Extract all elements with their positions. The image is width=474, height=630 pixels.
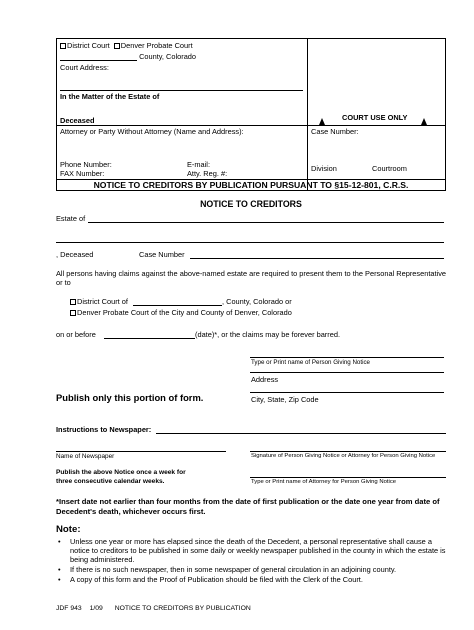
email-label: E-mail: (187, 160, 210, 169)
estate-aka-blank[interactable] (56, 242, 444, 243)
court-address-label: Court Address: (60, 63, 109, 72)
courtroom-label: Courtroom (372, 164, 407, 173)
deceased-label: Deceased (60, 116, 95, 125)
signature-label: Signature of Person Giving Notice or Attorney for Person Giving Notice (251, 453, 436, 459)
date-blank[interactable] (104, 338, 195, 339)
footer (56, 605, 251, 613)
court-selection (60, 42, 193, 51)
attorney-name-line[interactable] (250, 477, 446, 478)
name-line[interactable] (250, 357, 444, 358)
city-state-zip-label: City, State, Zip Code (251, 395, 319, 404)
caption-divider (307, 38, 308, 191)
city-line[interactable] (250, 392, 444, 393)
note-item (58, 537, 448, 564)
attorney-label: Attorney or Party Without Attorney (Name and Address): (60, 127, 244, 136)
district-court-option (70, 298, 292, 307)
type-name-label: Type or Print name of Person Giving Notice (251, 359, 370, 366)
note-item-text: Unless one year or more has elapsed since the death of the Decedent, a personal representative shall cause a notice to creditors to be published in some daily or weekly newspaper published in the county in which the estate is being administered. (70, 537, 446, 565)
district-court-label: District Court (67, 41, 110, 50)
county-colorado-label: County, Colorado (139, 52, 197, 61)
case-number-label: Case Number: (311, 127, 359, 136)
publish-only-label: Publish only this portion of form. (56, 392, 204, 403)
denver-probate-checkbox[interactable] (114, 43, 120, 49)
deceased-text: , Deceased (56, 250, 94, 259)
note-item (58, 565, 448, 574)
on-or-before-label: on or before (56, 330, 96, 339)
court-use-only-label: COURT USE ONLY (342, 113, 408, 122)
bullet-icon: • (58, 565, 61, 575)
estate-of-label: Estate of (56, 214, 86, 223)
note-item (58, 575, 448, 584)
bullet-icon: • (58, 575, 61, 585)
case-number-blank[interactable] (190, 258, 444, 259)
county-line (60, 53, 196, 62)
bullet-icon: • (58, 537, 61, 546)
footer-form-name: NOTICE TO CREDITORS BY PUBLICATION (114, 605, 251, 612)
note-item-text: If there is no such newspaper, then in some newspaper of general circulation in an adjoining county. (70, 565, 397, 575)
in-the-matter-label: In the Matter of the Estate of (60, 92, 160, 101)
footnote: *Insert date not earlier than four months from the date of first publication or the date one year from date of Decedent's death, whichever occurs first. (56, 497, 440, 516)
district-court-of-label: District Court of (77, 297, 128, 306)
district-county-blank[interactable] (133, 298, 222, 306)
denver-probate-label: Denver Probate Court (120, 41, 193, 50)
type-name-attorney-label: Type or Print name of Attorney for Person Giving Notice (251, 479, 397, 485)
date-text: (date)*, or the claims may be forever barred. (195, 330, 340, 339)
denver-probate-of-checkbox[interactable] (70, 310, 76, 316)
phone-label: Phone Number: (60, 160, 112, 169)
newspaper-name-label: Name of Newspaper (56, 453, 115, 460)
publish-once-label: Publish the above Notice once a week for (56, 469, 186, 476)
caption-rule-1 (56, 125, 446, 126)
address-line[interactable] (250, 372, 444, 373)
form-title: NOTICE TO CREDITORS BY PUBLICATION PURSUANT TO §15-12-801, C.R.S. (93, 180, 409, 190)
arrow-up-right-icon (421, 118, 427, 125)
three-weeks-label: three consecutive calendar weeks. (56, 478, 165, 485)
fax-label: FAX Number: (60, 169, 105, 178)
address-label: Address (251, 375, 279, 384)
estate-of-blank[interactable] (88, 222, 444, 223)
district-court-of-checkbox[interactable] (70, 299, 76, 305)
arrow-up-left-icon (319, 118, 325, 125)
instructions-line[interactable] (156, 433, 446, 434)
note-title: Note: (56, 524, 81, 535)
atty-reg-label: Atty. Reg. #: (187, 169, 228, 178)
note-list (58, 537, 448, 585)
claims-paragraph: All persons having claims against the above-named estate are required to present them to the Personal Representative or to (56, 269, 446, 287)
denver-probate-of-label: Denver Probate Court of the City and County of Denver, Colorado (77, 308, 292, 317)
instructions-label: Instructions to Newspaper: (56, 425, 152, 434)
denver-probate-option (70, 309, 292, 318)
division-label: Division (311, 164, 337, 173)
footer-version: 1/09 (89, 605, 103, 612)
county-blank[interactable] (60, 53, 137, 61)
newspaper-line[interactable] (56, 451, 226, 452)
signature-line[interactable] (250, 451, 446, 452)
notice-heading: NOTICE TO CREDITORS (200, 199, 302, 209)
district-court-checkbox[interactable] (60, 43, 66, 49)
case-number-text: Case Number (139, 250, 185, 259)
county-colorado-or-label: , County, Colorado or (222, 297, 292, 306)
estate-name-line (60, 90, 303, 91)
footer-form-id: JDF 943 (56, 605, 82, 612)
note-item-text: A copy of this form and the Proof of Publication should be filed with the Clerk of the Court. (70, 575, 363, 585)
